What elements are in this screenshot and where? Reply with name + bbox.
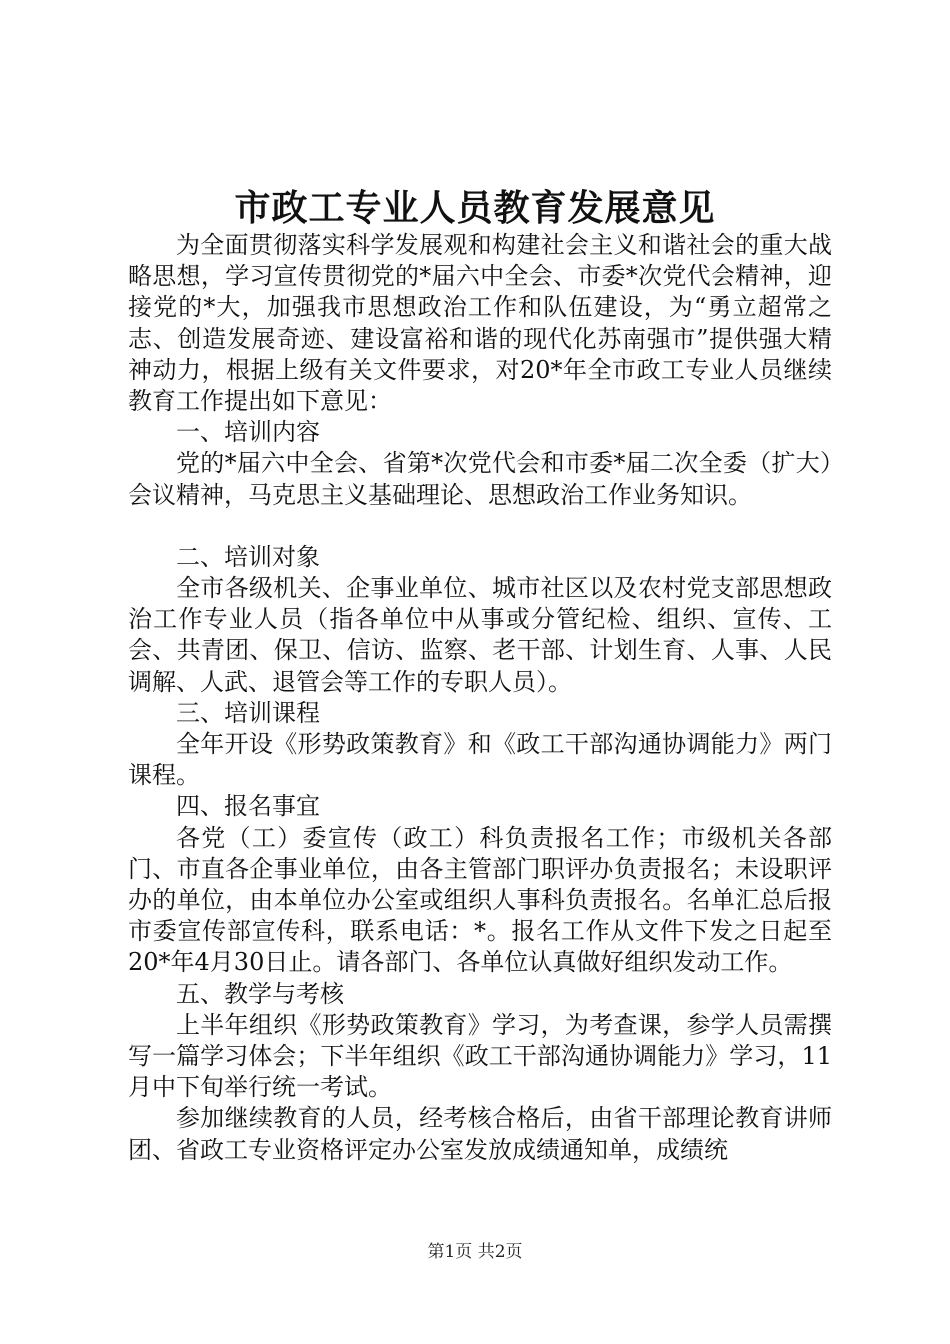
section-heading-courses: 三、培训课程	[176, 698, 320, 727]
section-heading-audience: 二、培训对象	[176, 542, 320, 571]
section-paragraph-courses: 全年开设《形势政策教育》和《政工干部沟通协调能力》两门课程。	[128, 730, 832, 790]
document-title: 市政工专业人员教育发展意见	[234, 187, 716, 229]
section-paragraph-audience: 全市各级机关、企事业单位、城市社区以及农村党支部思想政治工作专业人员（指各单位中从事或分管纪检、组织、宣传、工会、共青团、保卫、信访、监察、老干部、计划生育、人事、人民调解、人武、退管会等工作的专职人员）。	[128, 574, 832, 696]
document-body	[128, 230, 832, 1166]
section-paragraph-assessment-2: 参加继续教育的人员，经考核合格后，由省干部理论教育讲师团、省政工专业资格评定办公室发放成绩通知单，成绩统	[128, 1104, 832, 1164]
section-paragraph-registration: 各党（工）委宣传（政工）科负责报名工作；市级机关各部门、市直各企事业单位，由各主管部门职评办负责报名；未设职评办的单位，由本单位办公室或组织人事科负责报名。名单汇总后报市委宣传部宣传科，联系电话：*。报名工作从文件下发之日起至20*年4月30日止。请各部门、各单位认真做好组织发动工作。	[128, 823, 832, 977]
intro-paragraph: 为全面贯彻落实科学发展观和构建社会主义和谐社会的重大战略思想，学习宣传贯彻党的*届六中全会、市委*次党代会精神，迎接党的*大，加强我市思想政治工作和队伍建设，为“勇立超常之志、创造发展奇迹、建设富裕和谐的现代化苏南强市”提供强大精神动力，根据上级有关文件要求，对20*年全市政工专业人员继续教育工作提出如下意见：	[128, 231, 832, 416]
section-heading-registration: 四、报名事宜	[176, 792, 320, 821]
section-heading-assessment: 五、教学与考核	[176, 979, 344, 1008]
section-paragraph-content: 党的*届六中全会、省第*次党代会和市委*届二次全委（扩大）会议精神，马克思主义基础理论、思想政治工作业务知识。	[128, 449, 832, 509]
paragraph-gap	[128, 511, 832, 542]
section-heading-content: 一、培训内容	[176, 418, 320, 447]
page-number: 第1页 共2页	[427, 1242, 523, 1262]
section-paragraph-assessment: 上半年组织《形势政策教育》学习，为考查课，参学人员需撰写一篇学习体会；下半年组织《政工干部沟通协调能力》学习，11月中下旬举行统一考试。	[128, 1010, 832, 1102]
